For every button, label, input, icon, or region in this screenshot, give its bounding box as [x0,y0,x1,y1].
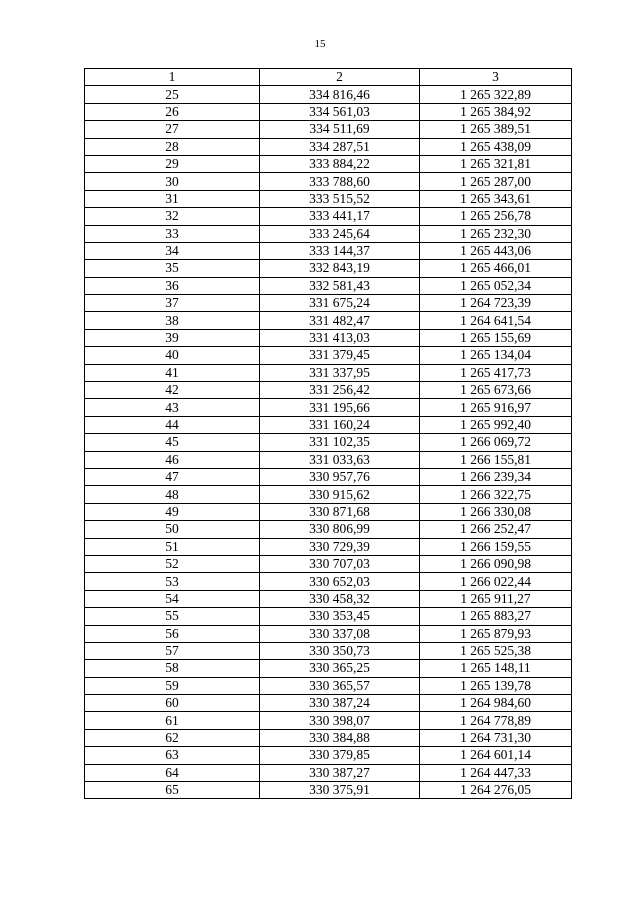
table-row [85,590,572,607]
table-row [85,277,572,294]
cell-x-coordinate: 330 458,32 [260,590,420,607]
cell-point-number: 37 [85,295,260,312]
column-header-point-number: 1 [85,69,260,86]
cell-y-coordinate: 1 265 155,69 [420,329,572,346]
cell-point-number: 52 [85,555,260,572]
table-row [85,608,572,625]
table-row [85,695,572,712]
coordinates-table [84,68,572,799]
table-row [85,555,572,572]
cell-point-number: 34 [85,242,260,259]
cell-y-coordinate: 1 265 389,51 [420,121,572,138]
cell-x-coordinate: 330 915,62 [260,486,420,503]
cell-y-coordinate: 1 265 232,30 [420,225,572,242]
cell-x-coordinate: 330 707,03 [260,555,420,572]
table-row [85,329,572,346]
table-row [85,242,572,259]
table-row [85,451,572,468]
cell-x-coordinate: 334 511,69 [260,121,420,138]
cell-point-number: 49 [85,503,260,520]
cell-x-coordinate: 331 337,95 [260,364,420,381]
page-number: 15 [314,38,326,50]
cell-x-coordinate: 333 515,52 [260,190,420,207]
cell-y-coordinate: 1 266 252,47 [420,521,572,538]
cell-x-coordinate: 330 350,73 [260,642,420,659]
cell-x-coordinate: 331 033,63 [260,451,420,468]
table-row [85,295,572,312]
cell-y-coordinate: 1 264 447,33 [420,764,572,781]
cell-point-number: 39 [85,329,260,346]
cell-point-number: 53 [85,573,260,590]
cell-point-number: 48 [85,486,260,503]
cell-x-coordinate: 333 441,17 [260,208,420,225]
cell-point-number: 46 [85,451,260,468]
table-row [85,225,572,242]
table-row [85,764,572,781]
cell-point-number: 44 [85,416,260,433]
cell-point-number: 43 [85,399,260,416]
cell-point-number: 30 [85,173,260,190]
cell-y-coordinate: 1 265 466,01 [420,260,572,277]
table-row [85,312,572,329]
cell-x-coordinate: 331 256,42 [260,382,420,399]
cell-y-coordinate: 1 266 022,44 [420,573,572,590]
cell-y-coordinate: 1 265 384,92 [420,103,572,120]
table-row [85,521,572,538]
table-row [85,677,572,694]
table-row [85,503,572,520]
cell-y-coordinate: 1 265 322,89 [420,86,572,103]
cell-point-number: 56 [85,625,260,642]
cell-point-number: 59 [85,677,260,694]
table-row [85,712,572,729]
cell-y-coordinate: 1 265 911,27 [420,590,572,607]
cell-x-coordinate: 331 379,45 [260,347,420,364]
cell-y-coordinate: 1 265 916,97 [420,399,572,416]
cell-x-coordinate: 330 353,45 [260,608,420,625]
cell-x-coordinate: 331 195,66 [260,399,420,416]
cell-y-coordinate: 1 264 731,30 [420,729,572,746]
cell-x-coordinate: 334 561,03 [260,103,420,120]
cell-x-coordinate: 330 337,08 [260,625,420,642]
table-row [85,729,572,746]
table-row [85,468,572,485]
table-row [85,625,572,642]
table-row [85,364,572,381]
cell-y-coordinate: 1 266 155,81 [420,451,572,468]
cell-point-number: 32 [85,208,260,225]
table-row [85,538,572,555]
cell-x-coordinate: 331 413,03 [260,329,420,346]
table-row [85,573,572,590]
cell-point-number: 47 [85,468,260,485]
cell-x-coordinate: 334 287,51 [260,138,420,155]
table-row [85,747,572,764]
cell-x-coordinate: 333 884,22 [260,155,420,172]
cell-point-number: 35 [85,260,260,277]
cell-x-coordinate: 331 482,47 [260,312,420,329]
cell-y-coordinate: 1 264 723,39 [420,295,572,312]
cell-point-number: 54 [85,590,260,607]
cell-x-coordinate: 330 387,24 [260,695,420,712]
cell-point-number: 33 [85,225,260,242]
table-row [85,155,572,172]
table-row [85,782,572,799]
table-row [85,173,572,190]
cell-y-coordinate: 1 264 984,60 [420,695,572,712]
cell-x-coordinate: 330 384,88 [260,729,420,746]
cell-x-coordinate: 332 581,43 [260,277,420,294]
cell-x-coordinate: 333 144,37 [260,242,420,259]
cell-y-coordinate: 1 265 879,93 [420,625,572,642]
cell-x-coordinate: 331 675,24 [260,295,420,312]
cell-point-number: 62 [85,729,260,746]
cell-point-number: 60 [85,695,260,712]
cell-y-coordinate: 1 266 239,34 [420,468,572,485]
table-row [85,434,572,451]
cell-y-coordinate: 1 265 148,11 [420,660,572,677]
cell-x-coordinate: 330 379,85 [260,747,420,764]
cell-point-number: 27 [85,121,260,138]
cell-y-coordinate: 1 265 883,27 [420,608,572,625]
cell-x-coordinate: 334 816,46 [260,86,420,103]
cell-y-coordinate: 1 264 601,14 [420,747,572,764]
cell-point-number: 28 [85,138,260,155]
cell-point-number: 63 [85,747,260,764]
cell-x-coordinate: 330 652,03 [260,573,420,590]
cell-x-coordinate: 330 871,68 [260,503,420,520]
cell-point-number: 29 [85,155,260,172]
cell-point-number: 64 [85,764,260,781]
cell-x-coordinate: 332 843,19 [260,260,420,277]
table-row [85,103,572,120]
cell-x-coordinate: 330 806,99 [260,521,420,538]
cell-x-coordinate: 330 398,07 [260,712,420,729]
cell-point-number: 61 [85,712,260,729]
cell-y-coordinate: 1 265 417,73 [420,364,572,381]
cell-x-coordinate: 333 788,60 [260,173,420,190]
table-row [85,382,572,399]
cell-point-number: 26 [85,103,260,120]
cell-y-coordinate: 1 265 321,81 [420,155,572,172]
cell-y-coordinate: 1 265 139,78 [420,677,572,694]
table-row [85,86,572,103]
cell-y-coordinate: 1 266 330,08 [420,503,572,520]
table-row [85,399,572,416]
cell-point-number: 58 [85,660,260,677]
cell-y-coordinate: 1 265 134,04 [420,347,572,364]
cell-y-coordinate: 1 264 276,05 [420,782,572,799]
cell-x-coordinate: 330 387,27 [260,764,420,781]
table-row [85,642,572,659]
table-header-row [85,69,572,86]
table-row [85,138,572,155]
cell-y-coordinate: 1 264 641,54 [420,312,572,329]
cell-x-coordinate: 330 365,57 [260,677,420,694]
cell-y-coordinate: 1 265 343,61 [420,190,572,207]
cell-point-number: 65 [85,782,260,799]
table-row [85,660,572,677]
cell-x-coordinate: 330 375,91 [260,782,420,799]
cell-y-coordinate: 1 265 992,40 [420,416,572,433]
cell-y-coordinate: 1 265 673,66 [420,382,572,399]
cell-x-coordinate: 330 729,39 [260,538,420,555]
cell-y-coordinate: 1 264 778,89 [420,712,572,729]
cell-point-number: 41 [85,364,260,381]
cell-x-coordinate: 330 365,25 [260,660,420,677]
cell-y-coordinate: 1 266 069,72 [420,434,572,451]
cell-point-number: 42 [85,382,260,399]
cell-y-coordinate: 1 265 525,38 [420,642,572,659]
cell-point-number: 50 [85,521,260,538]
table-row [85,121,572,138]
cell-x-coordinate: 330 957,76 [260,468,420,485]
cell-y-coordinate: 1 265 438,09 [420,138,572,155]
cell-y-coordinate: 1 265 256,78 [420,208,572,225]
cell-x-coordinate: 331 102,35 [260,434,420,451]
cell-point-number: 31 [85,190,260,207]
cell-y-coordinate: 1 266 322,75 [420,486,572,503]
table-row [85,347,572,364]
cell-point-number: 55 [85,608,260,625]
table-row [85,260,572,277]
cell-point-number: 57 [85,642,260,659]
table-row [85,416,572,433]
cell-point-number: 25 [85,86,260,103]
column-header-x: 2 [260,69,420,86]
cell-y-coordinate: 1 265 443,06 [420,242,572,259]
cell-point-number: 38 [85,312,260,329]
cell-y-coordinate: 1 266 090,98 [420,555,572,572]
cell-y-coordinate: 1 265 052,34 [420,277,572,294]
cell-y-coordinate: 1 266 159,55 [420,538,572,555]
cell-y-coordinate: 1 265 287,00 [420,173,572,190]
table-row [85,208,572,225]
table-body [85,86,572,799]
column-header-y: 3 [420,69,572,86]
cell-x-coordinate: 333 245,64 [260,225,420,242]
cell-x-coordinate: 331 160,24 [260,416,420,433]
cell-point-number: 45 [85,434,260,451]
cell-point-number: 36 [85,277,260,294]
table-row [85,190,572,207]
cell-point-number: 40 [85,347,260,364]
cell-point-number: 51 [85,538,260,555]
table-row [85,486,572,503]
